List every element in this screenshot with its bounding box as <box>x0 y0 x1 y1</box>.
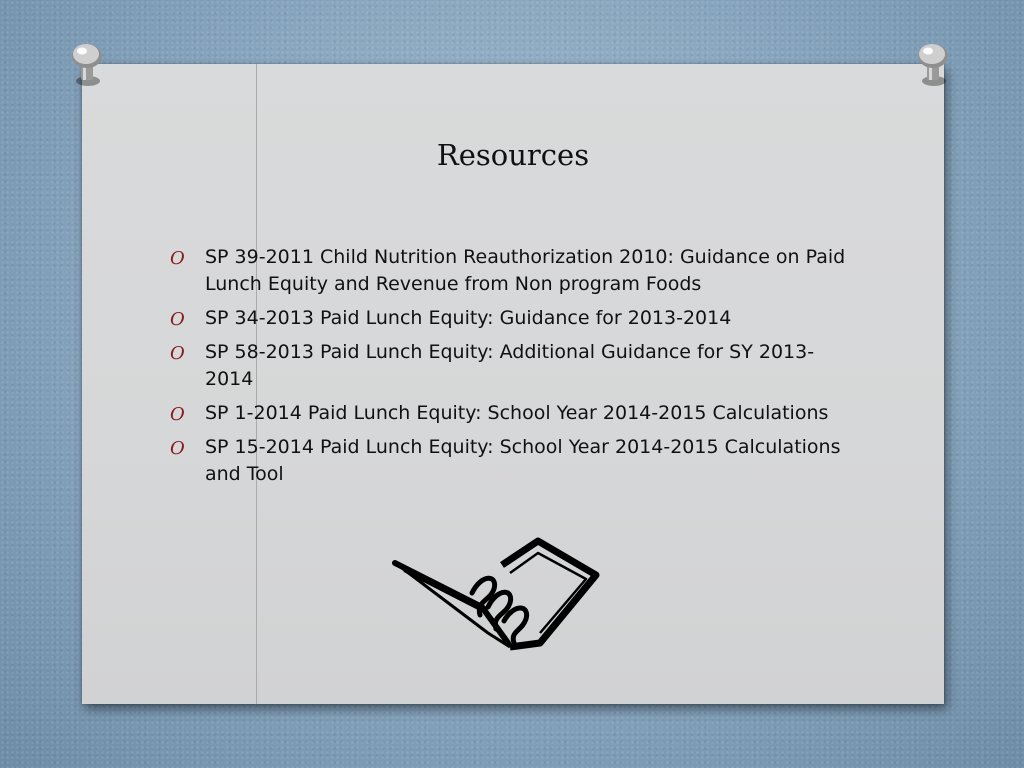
resource-list <box>170 244 850 495</box>
list-item-text: SP 34-2013 Paid Lunch Equity: Guidance for 2013-2014 <box>205 307 732 329</box>
pushpin-icon <box>914 40 952 90</box>
bullet-marker: O <box>170 309 185 330</box>
spiral-notebook-icon <box>390 535 605 653</box>
list-item <box>170 244 850 298</box>
bullet-marker: O <box>170 404 185 425</box>
bullet-marker: O <box>170 248 185 269</box>
list-item-text: SP 58-2013 Paid Lunch Equity: Additional Guidance for SY 2013-2014 <box>205 341 815 390</box>
list-item <box>170 339 850 393</box>
list-item <box>170 400 850 427</box>
list-item <box>170 434 850 488</box>
pushpin-icon <box>68 40 106 90</box>
list-item-text: SP 15-2014 Paid Lunch Equity: School Year 2014-2015 Calculations and Tool <box>205 436 841 485</box>
list-item-text: SP 39-2011 Child Nutrition Reauthorization 2010: Guidance on Paid Lunch Equity and Revenue from Non program Foods <box>205 246 846 295</box>
bullet-marker: O <box>170 343 185 364</box>
list-item-text: SP 1-2014 Paid Lunch Equity: School Year 2014-2015 Calculations <box>205 402 829 424</box>
slide-title: Resources <box>436 138 590 172</box>
list-item <box>170 305 850 332</box>
bullet-marker: O <box>170 438 185 459</box>
